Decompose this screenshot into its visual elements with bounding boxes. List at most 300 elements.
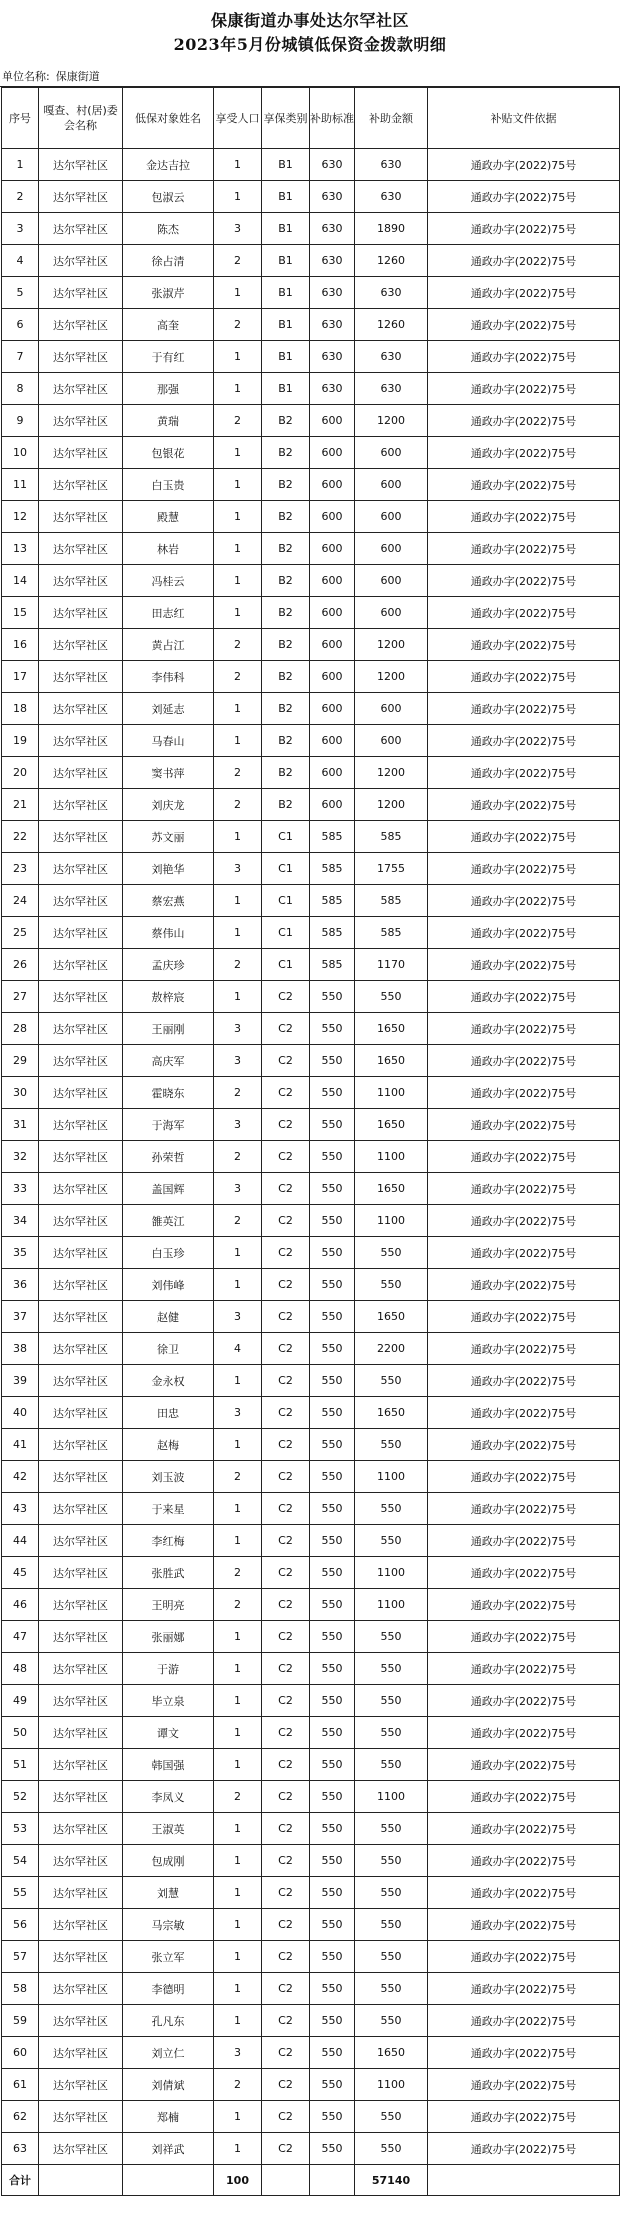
cell-amount: 550	[355, 1525, 428, 1557]
cell-village: 达尔罕社区	[39, 405, 123, 437]
cell-name: 金永权	[123, 1365, 214, 1397]
cell-doc: 通政办字(2022)75号	[428, 2069, 620, 2101]
cell-amount: 600	[355, 565, 428, 597]
cell-amount: 1100	[355, 1077, 428, 1109]
cell-no: 15	[2, 597, 39, 629]
cell-people: 1	[214, 1365, 262, 1397]
table-row	[2, 1749, 620, 1781]
cell-doc: 通政办字(2022)75号	[428, 309, 620, 341]
table-row	[2, 853, 620, 885]
cell-village: 达尔罕社区	[39, 1045, 123, 1077]
cell-village: 达尔罕社区	[39, 1909, 123, 1941]
cell-category: C2	[262, 1653, 310, 1685]
cell-category: C2	[262, 1941, 310, 1973]
cell-people: 1	[214, 1653, 262, 1685]
cell-no: 25	[2, 917, 39, 949]
cell-no: 47	[2, 1621, 39, 1653]
cell-amount: 550	[355, 1877, 428, 1909]
cell-category: C2	[262, 1013, 310, 1045]
cell-amount: 630	[355, 373, 428, 405]
header-category: 享保类别	[262, 88, 310, 149]
cell-standard: 550	[310, 981, 355, 1013]
cell-people: 1	[214, 181, 262, 213]
cell-name: 盖国辉	[123, 1173, 214, 1205]
cell-name: 刘玉波	[123, 1461, 214, 1493]
cell-standard: 630	[310, 341, 355, 373]
cell-doc: 通政办字(2022)75号	[428, 917, 620, 949]
cell-name: 刘庆龙	[123, 789, 214, 821]
table-row	[2, 149, 620, 181]
cell-doc: 通政办字(2022)75号	[428, 277, 620, 309]
cell-village: 达尔罕社区	[39, 437, 123, 469]
cell-category: C1	[262, 885, 310, 917]
cell-doc: 通政办字(2022)75号	[428, 469, 620, 501]
cell-amount: 550	[355, 1717, 428, 1749]
table-row	[2, 629, 620, 661]
cell-amount: 550	[355, 1237, 428, 1269]
cell-amount: 550	[355, 2005, 428, 2037]
cell-name: 王丽刚	[123, 1013, 214, 1045]
cell-village: 达尔罕社区	[39, 1525, 123, 1557]
cell-people: 1	[214, 1941, 262, 1973]
cell-no: 4	[2, 245, 39, 277]
cell-amount: 550	[355, 2133, 428, 2165]
cell-people: 2	[214, 757, 262, 789]
cell-no: 41	[2, 1429, 39, 1461]
cell-doc: 通政办字(2022)75号	[428, 2037, 620, 2069]
cell-category: C2	[262, 1973, 310, 2005]
cell-village: 达尔罕社区	[39, 213, 123, 245]
cell-standard: 550	[310, 1077, 355, 1109]
cell-category: B2	[262, 725, 310, 757]
cell-no: 57	[2, 1941, 39, 1973]
cell-standard: 585	[310, 885, 355, 917]
cell-amount: 1200	[355, 757, 428, 789]
table-row	[2, 1813, 620, 1845]
total-category-cell	[262, 2165, 310, 2196]
cell-village: 达尔罕社区	[39, 533, 123, 565]
cell-no: 53	[2, 1813, 39, 1845]
table-row	[2, 725, 620, 757]
cell-village: 达尔罕社区	[39, 821, 123, 853]
cell-category: C2	[262, 1237, 310, 1269]
cell-category: C2	[262, 2037, 310, 2069]
cell-no: 33	[2, 1173, 39, 1205]
cell-village: 达尔罕社区	[39, 1077, 123, 1109]
cell-category: B1	[262, 341, 310, 373]
cell-no: 3	[2, 213, 39, 245]
cell-no: 11	[2, 469, 39, 501]
cell-amount: 550	[355, 1749, 428, 1781]
cell-people: 2	[214, 1077, 262, 1109]
table-row	[2, 949, 620, 981]
cell-village: 达尔罕社区	[39, 1461, 123, 1493]
cell-no: 17	[2, 661, 39, 693]
cell-name: 张胜武	[123, 1557, 214, 1589]
cell-doc: 通政办字(2022)75号	[428, 1525, 620, 1557]
cell-no: 63	[2, 2133, 39, 2165]
cell-name: 白玉珍	[123, 1237, 214, 1269]
cell-standard: 550	[310, 1397, 355, 1429]
cell-standard: 600	[310, 597, 355, 629]
cell-amount: 585	[355, 821, 428, 853]
cell-no: 12	[2, 501, 39, 533]
cell-amount: 1650	[355, 1045, 428, 1077]
cell-standard: 550	[310, 2037, 355, 2069]
cell-amount: 1100	[355, 1781, 428, 1813]
table-row	[2, 533, 620, 565]
cell-standard: 550	[310, 2069, 355, 2101]
cell-standard: 550	[310, 2101, 355, 2133]
table-row	[2, 1781, 620, 1813]
cell-standard: 550	[310, 1013, 355, 1045]
cell-village: 达尔罕社区	[39, 1557, 123, 1589]
cell-people: 1	[214, 1717, 262, 1749]
cell-village: 达尔罕社区	[39, 1013, 123, 1045]
cell-name: 于有红	[123, 341, 214, 373]
cell-doc: 通政办字(2022)75号	[428, 405, 620, 437]
cell-amount: 1200	[355, 789, 428, 821]
cell-village: 达尔罕社区	[39, 1205, 123, 1237]
cell-doc: 通政办字(2022)75号	[428, 1781, 620, 1813]
cell-people: 2	[214, 949, 262, 981]
cell-village: 达尔罕社区	[39, 1365, 123, 1397]
cell-doc: 通政办字(2022)75号	[428, 565, 620, 597]
cell-village: 达尔罕社区	[39, 373, 123, 405]
table-row	[2, 469, 620, 501]
cell-name: 孙荣哲	[123, 1141, 214, 1173]
cell-people: 1	[214, 277, 262, 309]
cell-name: 林岩	[123, 533, 214, 565]
cell-people: 1	[214, 1845, 262, 1877]
cell-no: 19	[2, 725, 39, 757]
cell-doc: 通政办字(2022)75号	[428, 597, 620, 629]
cell-category: B2	[262, 469, 310, 501]
table-row	[2, 1717, 620, 1749]
cell-people: 1	[214, 469, 262, 501]
cell-doc: 通政办字(2022)75号	[428, 757, 620, 789]
cell-no: 40	[2, 1397, 39, 1429]
cell-name: 陈杰	[123, 213, 214, 245]
cell-people: 1	[214, 437, 262, 469]
cell-category: C2	[262, 1301, 310, 1333]
cell-village: 达尔罕社区	[39, 1301, 123, 1333]
cell-amount: 1100	[355, 1589, 428, 1621]
cell-name: 敖梓宸	[123, 981, 214, 1013]
cell-people: 3	[214, 1397, 262, 1429]
cell-category: B1	[262, 213, 310, 245]
cell-village: 达尔罕社区	[39, 1237, 123, 1269]
cell-no: 44	[2, 1525, 39, 1557]
cell-no: 28	[2, 1013, 39, 1045]
cell-doc: 通政办字(2022)75号	[428, 149, 620, 181]
table-row	[2, 693, 620, 725]
cell-name: 那强	[123, 373, 214, 405]
cell-no: 13	[2, 533, 39, 565]
cell-no: 23	[2, 853, 39, 885]
cell-amount: 585	[355, 885, 428, 917]
total-standard-cell	[310, 2165, 355, 2196]
cell-category: C2	[262, 1429, 310, 1461]
cell-name: 毕立泉	[123, 1685, 214, 1717]
cell-doc: 通政办字(2022)75号	[428, 725, 620, 757]
cell-name: 刘艳华	[123, 853, 214, 885]
cell-village: 达尔罕社区	[39, 245, 123, 277]
cell-no: 52	[2, 1781, 39, 1813]
cell-amount: 1650	[355, 1397, 428, 1429]
cell-doc: 通政办字(2022)75号	[428, 949, 620, 981]
cell-name: 田志红	[123, 597, 214, 629]
cell-village: 达尔罕社区	[39, 309, 123, 341]
cell-doc: 通政办字(2022)75号	[428, 661, 620, 693]
cell-village: 达尔罕社区	[39, 661, 123, 693]
table-row	[2, 341, 620, 373]
cell-amount: 550	[355, 1429, 428, 1461]
cell-standard: 550	[310, 1045, 355, 1077]
page-subtitle: 2023年5月份城镇低保资金拨款明细	[173, 35, 447, 54]
cell-amount: 630	[355, 341, 428, 373]
cell-doc: 通政办字(2022)75号	[428, 1077, 620, 1109]
table-row	[2, 1941, 620, 1973]
cell-name: 王淑英	[123, 1813, 214, 1845]
table-row	[2, 437, 620, 469]
cell-doc: 通政办字(2022)75号	[428, 981, 620, 1013]
cell-doc: 通政办字(2022)75号	[428, 1045, 620, 1077]
cell-amount: 550	[355, 981, 428, 1013]
cell-category: C2	[262, 1109, 310, 1141]
cell-doc: 通政办字(2022)75号	[428, 1205, 620, 1237]
cell-no: 24	[2, 885, 39, 917]
cell-category: B2	[262, 629, 310, 661]
title-block	[0, 0, 620, 66]
cell-amount: 550	[355, 1845, 428, 1877]
cell-amount: 1100	[355, 1205, 428, 1237]
cell-people: 1	[214, 1269, 262, 1301]
cell-name: 于海军	[123, 1109, 214, 1141]
cell-standard: 550	[310, 1941, 355, 1973]
cell-people: 3	[214, 213, 262, 245]
table-row	[2, 1045, 620, 1077]
cell-village: 达尔罕社区	[39, 1717, 123, 1749]
cell-people: 3	[214, 1173, 262, 1205]
cell-name: 包成刚	[123, 1845, 214, 1877]
cell-no: 49	[2, 1685, 39, 1717]
cell-people: 2	[214, 629, 262, 661]
cell-standard: 630	[310, 213, 355, 245]
cell-category: C2	[262, 2133, 310, 2165]
table-row	[2, 373, 620, 405]
cell-people: 2	[214, 1141, 262, 1173]
cell-amount: 550	[355, 1685, 428, 1717]
cell-amount: 1100	[355, 1557, 428, 1589]
cell-doc: 通政办字(2022)75号	[428, 1301, 620, 1333]
table-row	[2, 1333, 620, 1365]
cell-doc: 通政办字(2022)75号	[428, 1429, 620, 1461]
cell-no: 62	[2, 2101, 39, 2133]
cell-no: 22	[2, 821, 39, 853]
cell-name: 蔡宏燕	[123, 885, 214, 917]
table-row	[2, 1589, 620, 1621]
cell-doc: 通政办字(2022)75号	[428, 1813, 620, 1845]
cell-doc: 通政办字(2022)75号	[428, 885, 620, 917]
cell-category: C2	[262, 2069, 310, 2101]
cell-standard: 600	[310, 629, 355, 661]
cell-people: 2	[214, 1461, 262, 1493]
cell-no: 30	[2, 1077, 39, 1109]
cell-village: 达尔罕社区	[39, 1653, 123, 1685]
cell-standard: 550	[310, 1781, 355, 1813]
cell-no: 38	[2, 1333, 39, 1365]
cell-standard: 550	[310, 1269, 355, 1301]
cell-category: C2	[262, 1717, 310, 1749]
cell-people: 2	[214, 1589, 262, 1621]
cell-doc: 通政办字(2022)75号	[428, 2101, 620, 2133]
cell-name: 苏文丽	[123, 821, 214, 853]
cell-people: 1	[214, 501, 262, 533]
unit-label: 单位名称:	[2, 70, 50, 83]
cell-doc: 通政办字(2022)75号	[428, 1973, 620, 2005]
cell-name: 霍晓东	[123, 1077, 214, 1109]
cell-name: 徐占清	[123, 245, 214, 277]
cell-category: C1	[262, 821, 310, 853]
cell-standard: 550	[310, 1429, 355, 1461]
cell-doc: 通政办字(2022)75号	[428, 1941, 620, 1973]
total-row	[2, 2165, 620, 2196]
cell-no: 39	[2, 1365, 39, 1397]
cell-category: B2	[262, 597, 310, 629]
cell-standard: 630	[310, 245, 355, 277]
cell-amount: 600	[355, 725, 428, 757]
cell-standard: 550	[310, 1461, 355, 1493]
cell-name: 金达吉拉	[123, 149, 214, 181]
cell-no: 26	[2, 949, 39, 981]
cell-no: 42	[2, 1461, 39, 1493]
cell-no: 21	[2, 789, 39, 821]
table-row	[2, 1845, 620, 1877]
cell-amount: 2200	[355, 1333, 428, 1365]
cell-doc: 通政办字(2022)75号	[428, 853, 620, 885]
cell-standard: 550	[310, 2133, 355, 2165]
cell-village: 达尔罕社区	[39, 1333, 123, 1365]
total-people: 100	[214, 2165, 262, 2196]
header-amount: 补助金额	[355, 88, 428, 149]
cell-category: B1	[262, 181, 310, 213]
cell-category: C2	[262, 1621, 310, 1653]
cell-category: B2	[262, 405, 310, 437]
header-people: 享受人口	[214, 88, 262, 149]
cell-category: B1	[262, 309, 310, 341]
cell-no: 43	[2, 1493, 39, 1525]
cell-category: C2	[262, 1333, 310, 1365]
cell-amount: 550	[355, 1653, 428, 1685]
cell-no: 29	[2, 1045, 39, 1077]
cell-category: C2	[262, 1141, 310, 1173]
unit-value: 保康街道	[55, 70, 100, 83]
cell-standard: 550	[310, 1845, 355, 1877]
total-village-cell	[39, 2165, 123, 2196]
cell-name: 黄占江	[123, 629, 214, 661]
cell-no: 59	[2, 2005, 39, 2037]
cell-standard: 600	[310, 469, 355, 501]
cell-category: C2	[262, 1845, 310, 1877]
cell-people: 1	[214, 1813, 262, 1845]
cell-village: 达尔罕社区	[39, 2069, 123, 2101]
table-row	[2, 213, 620, 245]
cell-standard: 550	[310, 1525, 355, 1557]
cell-village: 达尔罕社区	[39, 1269, 123, 1301]
cell-village: 达尔罕社区	[39, 597, 123, 629]
cell-people: 1	[214, 1685, 262, 1717]
cell-village: 达尔罕社区	[39, 565, 123, 597]
cell-village: 达尔罕社区	[39, 1941, 123, 1973]
cell-standard: 550	[310, 1141, 355, 1173]
cell-no: 8	[2, 373, 39, 405]
cell-standard: 630	[310, 309, 355, 341]
table-row	[2, 1461, 620, 1493]
cell-category: C2	[262, 1205, 310, 1237]
cell-doc: 通政办字(2022)75号	[428, 629, 620, 661]
table-row	[2, 981, 620, 1013]
cell-doc: 通政办字(2022)75号	[428, 1589, 620, 1621]
cell-people: 2	[214, 789, 262, 821]
cell-people: 1	[214, 1237, 262, 1269]
cell-amount: 550	[355, 1813, 428, 1845]
total-name-cell	[123, 2165, 214, 2196]
cell-category: B1	[262, 245, 310, 277]
cell-amount: 1650	[355, 1013, 428, 1045]
cell-no: 54	[2, 1845, 39, 1877]
cell-no: 31	[2, 1109, 39, 1141]
cell-no: 36	[2, 1269, 39, 1301]
cell-category: C2	[262, 1781, 310, 1813]
cell-no: 18	[2, 693, 39, 725]
cell-no: 2	[2, 181, 39, 213]
cell-category: C2	[262, 1045, 310, 1077]
cell-village: 达尔罕社区	[39, 981, 123, 1013]
cell-category: B2	[262, 565, 310, 597]
cell-doc: 通政办字(2022)75号	[428, 181, 620, 213]
cell-village: 达尔罕社区	[39, 789, 123, 821]
cell-no: 14	[2, 565, 39, 597]
table-row	[2, 1013, 620, 1045]
cell-standard: 550	[310, 2005, 355, 2037]
cell-name: 马春山	[123, 725, 214, 757]
cell-name: 窦书萍	[123, 757, 214, 789]
cell-doc: 通政办字(2022)75号	[428, 1173, 620, 1205]
cell-village: 达尔罕社区	[39, 341, 123, 373]
cell-no: 16	[2, 629, 39, 661]
cell-standard: 550	[310, 1333, 355, 1365]
cell-people: 1	[214, 1909, 262, 1941]
cell-village: 达尔罕社区	[39, 501, 123, 533]
cell-amount: 1100	[355, 1461, 428, 1493]
cell-amount: 1200	[355, 405, 428, 437]
cell-no: 7	[2, 341, 39, 373]
cell-amount: 1755	[355, 853, 428, 885]
cell-people: 2	[214, 661, 262, 693]
cell-people: 1	[214, 1749, 262, 1781]
cell-amount: 1200	[355, 629, 428, 661]
cell-village: 达尔罕社区	[39, 2037, 123, 2069]
cell-name: 于游	[123, 1653, 214, 1685]
cell-category: C2	[262, 1269, 310, 1301]
table-row	[2, 1269, 620, 1301]
cell-category: C2	[262, 1525, 310, 1557]
cell-no: 61	[2, 2069, 39, 2101]
cell-category: C2	[262, 1877, 310, 1909]
cell-category: C2	[262, 1173, 310, 1205]
cell-no: 10	[2, 437, 39, 469]
